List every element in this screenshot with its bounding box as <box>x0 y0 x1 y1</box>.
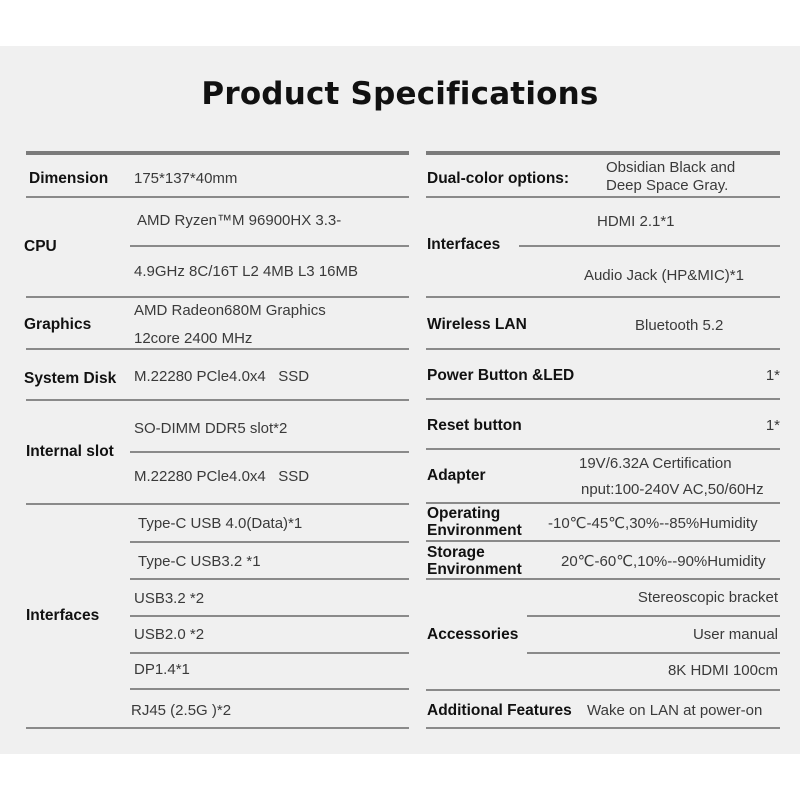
cell-divider <box>527 652 780 654</box>
bluetooth-value: Bluetooth 5.2 <box>635 317 724 334</box>
storage-label-line1: Storage <box>427 544 485 561</box>
table-bottom-rule-right <box>426 727 780 729</box>
row-divider <box>26 348 409 350</box>
table-top-rule-left <box>26 151 409 155</box>
internal-slot-value-line1: SO-DIMM DDR5 slot*2 <box>134 420 288 437</box>
accessory-item: 8K HDMI 100cm <box>667 662 778 679</box>
color-options-line1: Obsidian Black and <box>606 159 736 176</box>
row-divider <box>426 578 780 580</box>
page-title: Product Specifications <box>201 76 599 112</box>
row-divider <box>26 196 409 198</box>
wireless-lan-label: Wireless LAN <box>427 316 527 333</box>
dimension-value: 175*137*40mm <box>134 170 238 187</box>
cpu-value-line1: AMD Ryzen™M 96900HX 3.3- <box>137 212 342 229</box>
table-bottom-rule-left <box>26 727 409 729</box>
color-options-label: Dual-color options: <box>427 170 570 187</box>
cpu-value-line2: 4.9GHz 8C/16T L2 4MB L3 16MB <box>134 263 359 280</box>
system-disk-value: M.22280 PCle4.0x4 SSD <box>134 368 310 385</box>
interface-item: DP1.4*1 <box>134 661 190 678</box>
adapter-value-line1: 19V/6.32A Certification <box>579 455 732 472</box>
interface-item: Type-C USB 4.0(Data)*1 <box>138 515 303 532</box>
additional-features-label: Additional Features <box>427 702 572 719</box>
hdmi-value: HDMI 2.1*1 <box>597 213 675 230</box>
row-divider <box>426 540 780 542</box>
row-divider <box>26 399 409 401</box>
cell-divider <box>130 541 409 543</box>
row-divider <box>26 296 409 298</box>
color-options-line2: Deep Space Gray. <box>606 177 729 194</box>
cell-divider <box>130 451 409 453</box>
row-divider <box>426 502 780 504</box>
storage-label-line2: Environment <box>427 561 522 578</box>
row-divider <box>426 348 780 350</box>
audio-jack-value: Audio Jack (HP&MIC)*1 <box>583 267 744 284</box>
row-divider <box>426 196 780 198</box>
adapter-value-line2: nput:100-240V AC,50/60Hz <box>581 481 764 498</box>
row-divider <box>426 296 780 298</box>
cell-divider <box>527 615 780 617</box>
internal-slot-label: Internal slot <box>26 443 114 460</box>
row-divider <box>426 689 780 691</box>
interface-item: USB3.2 *2 <box>134 590 205 607</box>
graphics-value-line1: AMD Radeon680M Graphics <box>134 302 326 319</box>
cell-divider <box>130 615 409 617</box>
graphics-value-line2: 12core 2400 MHz <box>134 330 253 347</box>
interface-item: RJ45 (2.5G )*2 <box>131 702 232 719</box>
accessories-label: Accessories <box>427 626 519 643</box>
system-disk-label: System Disk <box>24 370 117 387</box>
operating-value: -10℃-45℃,30%--85%Humidity <box>548 515 758 532</box>
internal-slot-value-line2: M.22280 PCle4.0x4 SSD <box>134 468 310 485</box>
interface-item: USB2.0 *2 <box>134 626 205 643</box>
power-button-value: 1* <box>765 367 780 384</box>
cell-divider <box>519 245 780 247</box>
row-divider <box>26 503 409 505</box>
interfaces-label: Interfaces <box>26 607 100 624</box>
dimension-label: Dimension <box>29 170 109 187</box>
storage-value: 20℃-60℃,10%--90%Humidity <box>561 553 766 570</box>
reset-button-label: Reset button <box>427 417 522 434</box>
cell-divider <box>130 245 409 247</box>
power-button-label: Power Button &LED <box>427 367 575 384</box>
graphics-label: Graphics <box>24 316 92 333</box>
cell-divider <box>130 688 409 690</box>
additional-features-value: Wake on LAN at power-on <box>587 702 763 719</box>
reset-button-value: 1* <box>765 417 780 434</box>
cpu-label: CPU <box>24 238 57 255</box>
operating-label-line1: Operating <box>427 505 501 522</box>
cell-divider <box>130 578 409 580</box>
cell-divider <box>130 652 409 654</box>
accessory-item: User manual <box>692 626 778 643</box>
interface-item: Type-C USB3.2 *1 <box>138 553 261 570</box>
operating-label-line2: Environment <box>427 522 522 539</box>
interfaces-right-label: Interfaces <box>427 236 501 253</box>
row-divider <box>426 448 780 450</box>
adapter-label: Adapter <box>427 467 486 484</box>
row-divider <box>426 398 780 400</box>
accessory-item: Stereoscopic bracket <box>637 589 778 606</box>
table-top-rule-right <box>426 151 780 155</box>
